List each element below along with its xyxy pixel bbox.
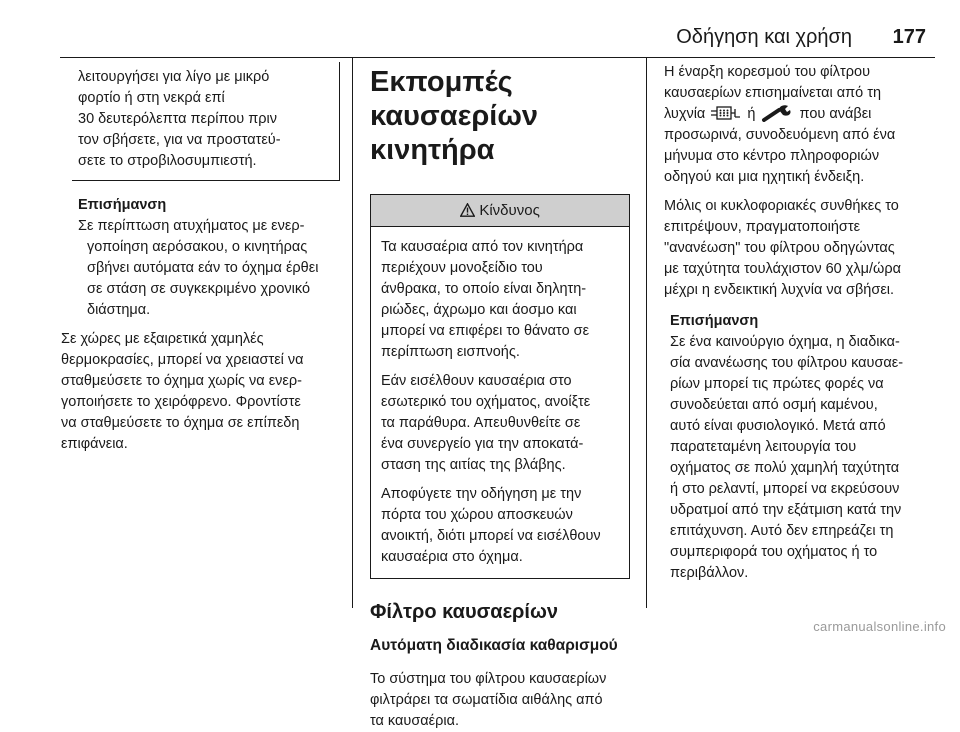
danger-paragraph: Τα καυσαέρια από τον κινητήρα περιέχουν μονοξείδιο του άνθρακα, το οποίο είναι δηλητη- ριώδες, άχρωμο και άοσμο και μπορεί να επιφέρει το θάνατο σε περίπτωση εισπνοής. bbox=[381, 239, 590, 360]
text-line: οχήματος σε πολύ χαμηλή ταχύτητα bbox=[670, 460, 900, 476]
text-line: τα καυσαέρια. bbox=[370, 713, 459, 729]
page-header-title: Οδήγηση και χρήση bbox=[676, 26, 852, 48]
text-line: σταθμεύσετε το όχημα χωρίς να ενερ- bbox=[61, 373, 302, 389]
text-line: γοποιήσετε το χειρόφρενο. Φροντίστε bbox=[61, 394, 301, 410]
text-line-with-icons: λυχνία ή που ανάβει bbox=[664, 106, 872, 122]
text-line: φορτίο ή στη νεκρά επί bbox=[78, 90, 225, 106]
text-line: Η έναρξη κορεσμού του φίλτρου bbox=[664, 64, 870, 80]
danger-paragraph: Εάν εισέλθουν καυσαέρια στο εσωτερικό του οχήματος, ανοίξτε τα παράθυρα. Απευθυνθείτε σε ένα συνεργείο για την αποκατά- σταση της αιτίας της βλάβης. bbox=[381, 373, 591, 473]
text-line: υδρατμοί από την εξάτμιση κατά την bbox=[670, 502, 902, 518]
wrench-icon bbox=[761, 104, 793, 122]
danger-paragraph: Αποφύγετε την οδήγηση με την πόρτα του χώρου αποσκευών ανοικτή, διότι μπορεί να εισέλθουν καυσαέρια στο όχημα. bbox=[381, 486, 601, 565]
text-line: Σε ένα καινούργιο όχημα, η διαδικα- bbox=[670, 334, 900, 350]
paragraph bbox=[664, 196, 934, 301]
subsection-title: Φίλτρο καυσαερίων bbox=[370, 601, 559, 623]
text-line: ή στο ρελαντί, μπορεί να εκρεύσουν bbox=[670, 481, 900, 497]
header-divider bbox=[60, 57, 935, 58]
text-line: Σε περίπτωση ατυχήματος με ενερ- bbox=[78, 218, 305, 234]
text-line: να σταθμεύσετε το όχημα σε επίπεδη bbox=[61, 415, 300, 431]
danger-box bbox=[370, 194, 630, 579]
paragraph bbox=[370, 669, 630, 732]
text-line: Το σύστημα του φίλτρου καυσαερίων bbox=[370, 671, 607, 687]
text-line: επιτρέψουν, πραγματοποιήστε bbox=[664, 219, 861, 235]
text-line: αυτό είναι φυσιολογικό. Μετά από bbox=[670, 418, 886, 434]
text-line: μήνυμα στο κέντρο πληροφοριών bbox=[664, 148, 880, 164]
text-line: Σε χώρες με εξαιρετικά χαμηλές bbox=[61, 331, 264, 347]
text-line: τον σβήσετε, για να προστατεύ- bbox=[78, 132, 281, 148]
text-line: γοποίηση αερόσακου, ο κινητήρας bbox=[87, 239, 308, 255]
page-number: 177 bbox=[892, 26, 926, 48]
note-heading: Επισήμανση bbox=[670, 313, 759, 329]
text-line: μέχρι η ενδεικτική λυχνία να σβήσει. bbox=[664, 282, 895, 298]
text-line: επιφάνεια. bbox=[61, 436, 128, 452]
text-line: διάστημα. bbox=[87, 302, 151, 318]
text-line: 30 δευτερόλεπτα περίπου πριν bbox=[78, 111, 277, 127]
text-line: συνοδεύεται από οσμή καμένου, bbox=[670, 397, 878, 413]
text-line: συμπεριφορά του οχήματος ή το bbox=[670, 544, 878, 560]
paragraph bbox=[664, 62, 934, 188]
text-line: παρατεταμένη λειτουργία του bbox=[670, 439, 857, 455]
diesel-particulate-filter-icon bbox=[711, 104, 741, 122]
text-line: σβήνει αυτόματα εάν το όχημα έρθει bbox=[87, 260, 319, 276]
warning-triangle-icon bbox=[460, 203, 475, 217]
text-line: ρίων μπορεί τις πρώτες φορές να bbox=[670, 376, 884, 392]
danger-body bbox=[371, 227, 629, 578]
note-block bbox=[664, 311, 934, 584]
danger-header bbox=[371, 195, 629, 227]
text-line: με ταχύτητα τουλάχιστον 60 χλμ/ώρα bbox=[664, 261, 901, 277]
column-3 bbox=[664, 62, 934, 584]
note-block bbox=[78, 195, 348, 321]
watermark: carmanualsonline.info bbox=[813, 619, 946, 634]
note-heading: Επισήμανση bbox=[78, 197, 167, 213]
text-line: λειτουργήσει για λίγο με μικρό bbox=[78, 69, 270, 85]
text-line: καυσαερίων επισημαίνεται από τη bbox=[664, 85, 882, 101]
column-1 bbox=[61, 62, 348, 455]
section-title: Εκπομπές καυσαερίων κινητήρα bbox=[370, 66, 538, 166]
text-line: "ανανέωση" του φίλτρου οδηγώντας bbox=[664, 240, 895, 256]
text-line: φιλτράρει τα σωματίδια αιθάλης από bbox=[370, 692, 603, 708]
text-line: θερμοκρασίες, μπορεί να χρειαστεί να bbox=[61, 352, 304, 368]
text-line: σία ανανέωσης του φίλτρου καυσαε- bbox=[670, 355, 904, 371]
text-line: Μόλις οι κυκλοφοριακές συνθήκες το bbox=[664, 198, 899, 214]
text-line: επιτάχυνση. Αυτό δεν επηρεάζει τη bbox=[670, 523, 894, 539]
text-line: οδηγού και μια ηχητική ένδειξη. bbox=[664, 169, 865, 185]
text-line: περιβάλλον. bbox=[670, 565, 749, 581]
column-divider-1 bbox=[352, 58, 353, 608]
danger-heading: Κίνδυνος bbox=[479, 202, 540, 219]
paragraph bbox=[61, 329, 345, 455]
column-2 bbox=[370, 62, 630, 732]
text-line: προσωρινά, συνοδευόμενη από ένα bbox=[664, 127, 896, 143]
text-line: σετε το στροβιλοσυμπιεστή. bbox=[78, 153, 257, 169]
column-divider-2 bbox=[646, 58, 647, 608]
text-line: σε στάση σε συγκεκριμένο χρονικό bbox=[87, 281, 311, 297]
subsubsection-title: Αυτόματη διαδικασία καθαρισμού bbox=[370, 637, 618, 654]
continuation-box bbox=[72, 62, 340, 181]
